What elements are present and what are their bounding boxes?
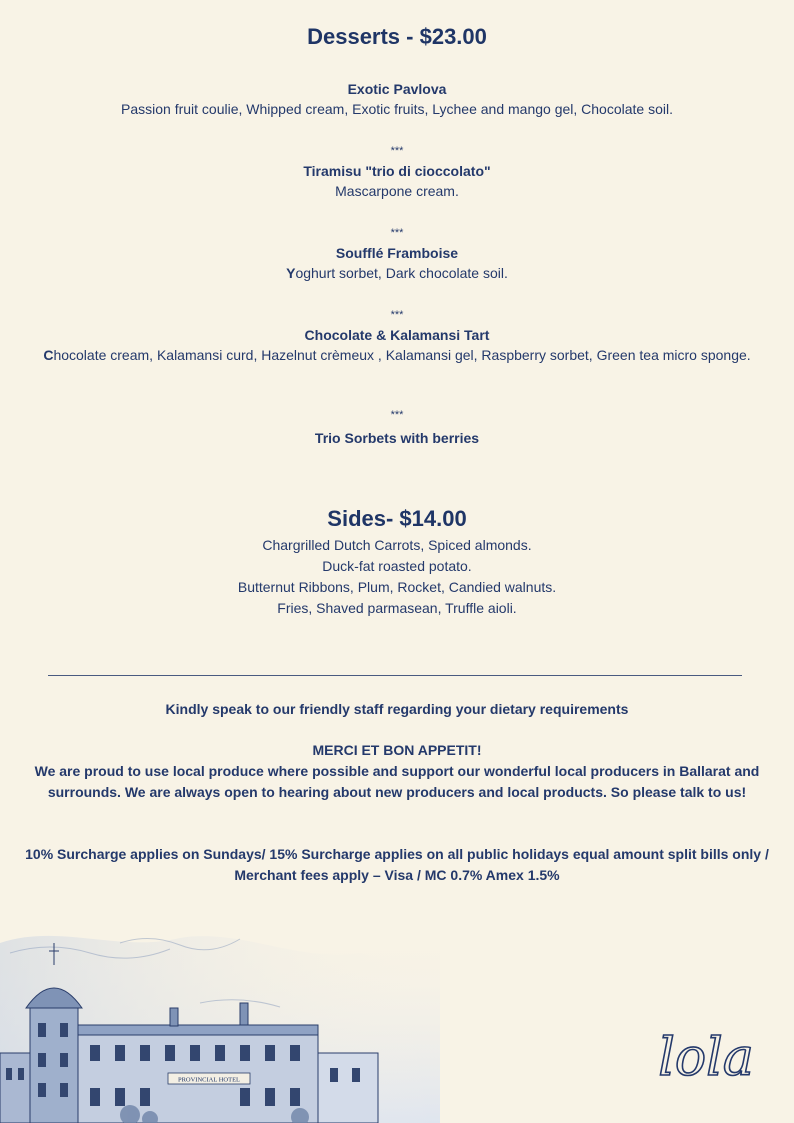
- dessert-name-sorbets: Trio Sorbets with berries: [314, 430, 480, 446]
- dessert-desc-tart: [30, 345, 764, 366]
- dessert-desc-pavlova: Passion fruit coulie, Whipped cream, Exotic fruits, Lychee and mango gel, Chocolate soil.: [121, 101, 673, 117]
- desserts-heading: Desserts - $23.00: [307, 24, 487, 49]
- separator: ***: [390, 145, 404, 157]
- dessert-name-souffle: Soufflé Framboise: [335, 245, 459, 261]
- side-item: Duck-fat roasted potato.: [322, 558, 472, 574]
- dessert-desc-tiramisu: Mascarpone cream.: [335, 183, 459, 199]
- desc-text: hocolate cream, Kalamansi curd, Hazelnut crèmeux , Kalamansi gel, Raspberry sorbet, Green tea micro sponge.: [53, 347, 751, 363]
- sides-heading: Sides- $14.00: [327, 506, 467, 531]
- separator: ***: [390, 309, 404, 321]
- sides-list: [0, 535, 794, 619]
- dessert-name-tiramisu: Tiramisu "trio di cioccolato": [303, 163, 491, 179]
- surcharge-note: 10% Surcharge applies on Sundays/ 15% Surcharge applies on all public holidays equal amount split bills only / Merchant fees apply – Visa / MC 0.7% Amex 1.5%: [25, 846, 769, 883]
- separator: ***: [390, 409, 404, 421]
- hotel-sign: PROVINCIAL HOTEL: [177, 1076, 241, 1084]
- dietary-note: Kindly speak to our friendly staff regarding your dietary requirements: [165, 701, 629, 717]
- desc-text: oghurt sorbet, Dark chocolate soil.: [295, 265, 508, 281]
- lola-logo: [636, 1000, 776, 1100]
- side-item: Butternut Ribbons, Plum, Rocket, Candied walnuts.: [237, 579, 557, 595]
- hotel-illustration: [0, 883, 440, 1123]
- side-item: Chargrilled Dutch Carrots, Spiced almonds.: [262, 537, 532, 553]
- dessert-name-tart: Chocolate & Kalamansi Tart: [304, 327, 490, 343]
- merci-line: MERCI ET BON APPETIT!: [312, 742, 482, 758]
- separator: ***: [390, 227, 404, 239]
- dessert-name-pavlova: Exotic Pavlova: [347, 81, 447, 97]
- dessert-desc-souffle: [30, 263, 764, 284]
- local-produce-note: We are proud to use local produce where possible and support our wonderful local producers in Ballarat and surrounds. We are always open to hearing about new producers and local products. So please talk to us!: [34, 763, 760, 800]
- divider: [48, 675, 742, 676]
- side-item: Fries, Shaved parmasean, Truffle aioli.: [277, 600, 517, 616]
- logo-text: lola: [658, 1028, 754, 1088]
- drop-cap: Y: [286, 265, 296, 281]
- drop-cap: C: [43, 347, 54, 363]
